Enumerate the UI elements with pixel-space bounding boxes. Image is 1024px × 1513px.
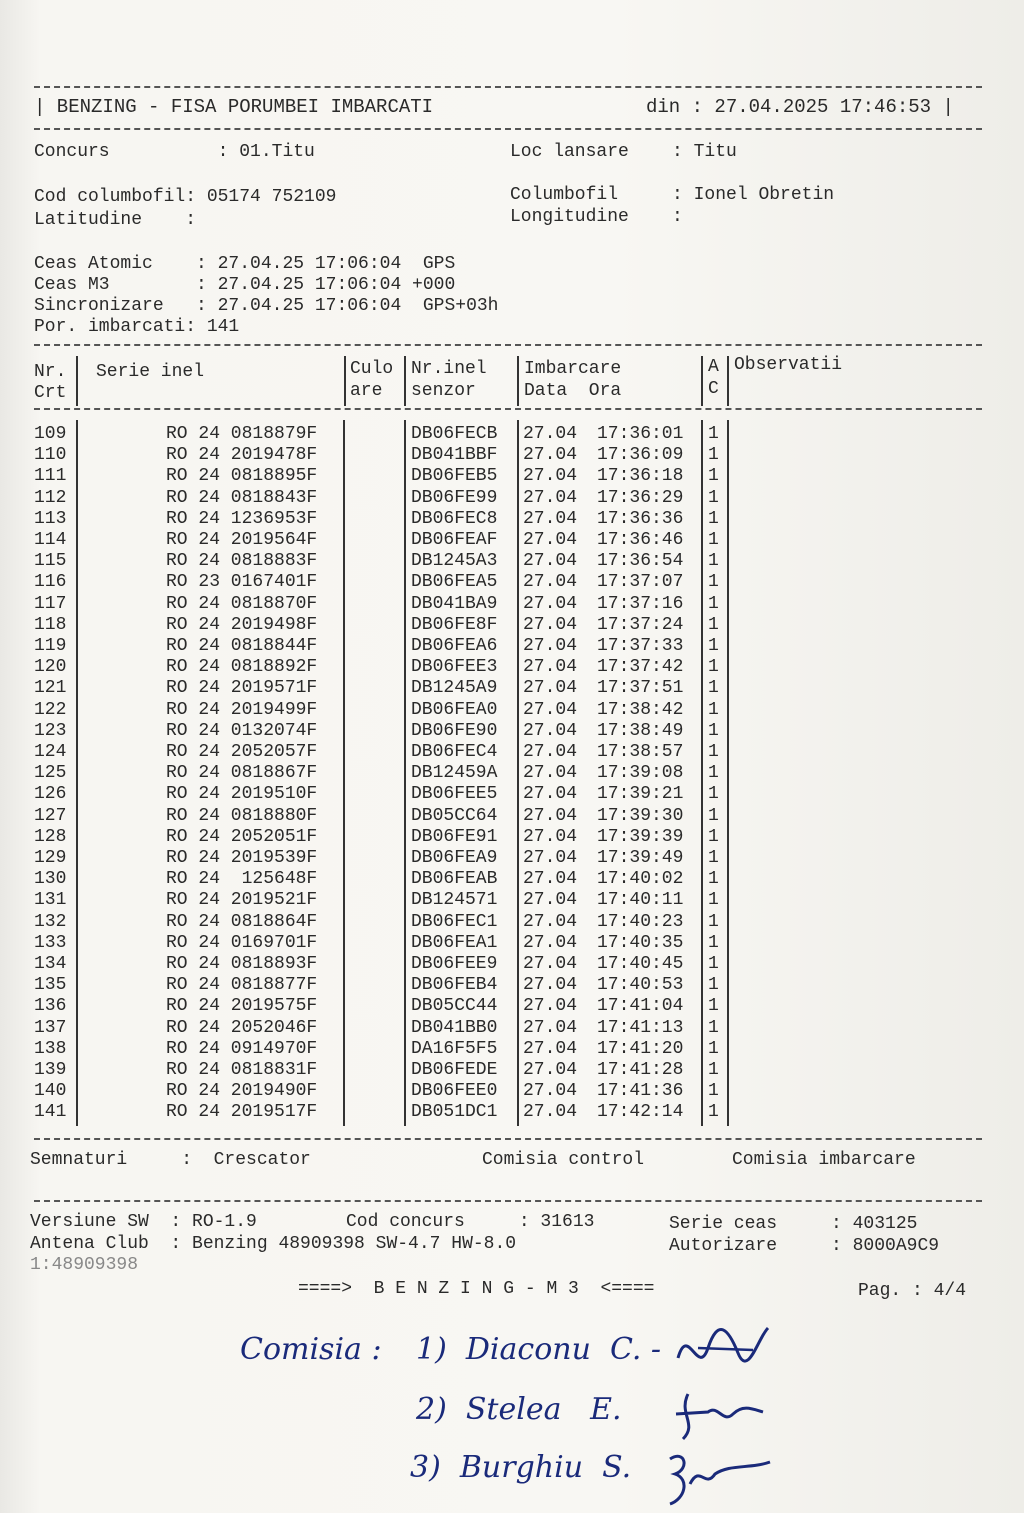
boarding-time: 17:36:54 <box>597 551 684 572</box>
signature-scribble-2 <box>668 1384 768 1444</box>
columbofil-field: Columbofil : Ionel Obretin <box>510 185 835 205</box>
ac-flag: 1 <box>708 911 719 932</box>
row-number: 130 <box>34 869 67 890</box>
row-number: 137 <box>34 1017 67 1038</box>
boarding-time: 17:36:46 <box>597 530 684 550</box>
ring-series: RO 24 2019499F <box>166 699 318 720</box>
ring-series: RO 24 2052051F <box>166 826 318 847</box>
boarding-date: 27.04 <box>523 1102 578 1123</box>
header-divider <box>517 356 519 406</box>
boarding-date: 27.04 <box>523 530 578 550</box>
ac-flag: 1 <box>708 890 719 911</box>
ring-series: RO 24 125648F <box>166 869 318 890</box>
boarding-date: 27.04 <box>523 636 578 656</box>
boarding-time: 17:37:16 <box>597 593 684 614</box>
boarding-date: 27.04 <box>523 805 578 826</box>
comisia-imbarcare-label: Comisia imbarcare <box>732 1150 916 1170</box>
row-number: 141 <box>34 1102 67 1123</box>
boarding-date: 27.04 <box>523 784 578 805</box>
boarding-time: 17:36:18 <box>597 466 684 487</box>
row-number: 135 <box>34 975 67 996</box>
col-senzor-header-2: senzor <box>411 381 476 401</box>
ring-series: RO 24 2052057F <box>166 742 318 762</box>
table-row <box>34 1039 734 1060</box>
boarding-time: 17:40:45 <box>597 954 684 974</box>
table-row <box>34 912 734 933</box>
handwritten-member-2: 2) Stelea E. <box>416 1392 622 1427</box>
ring-series: RO 24 2052046F <box>166 1017 318 1038</box>
table-bottom-rule <box>34 1138 982 1140</box>
row-number: 115 <box>34 551 67 572</box>
comisia-control-label: Comisia control <box>482 1150 645 1170</box>
row-number: 116 <box>34 572 67 593</box>
ring-series: RO 24 0818883F <box>166 551 318 572</box>
sensor-ring: DB06FECB <box>411 424 498 444</box>
sensor-ring: DB06FEC4 <box>411 742 498 762</box>
ring-series: RO 24 0132074F <box>166 720 318 741</box>
boarding-date: 27.04 <box>523 466 578 487</box>
sensor-ring: DA16F5F5 <box>411 1038 498 1059</box>
boarding-time: 17:41:20 <box>597 1038 684 1059</box>
table-row <box>34 1081 734 1102</box>
table-top-rule <box>34 344 982 346</box>
table-row <box>34 742 734 763</box>
row-number: 127 <box>34 805 67 826</box>
ac-flag: 1 <box>708 1038 719 1059</box>
sensor-ring: DB041BB0 <box>411 1017 498 1038</box>
row-number: 118 <box>34 614 67 635</box>
row-number: 139 <box>34 1060 67 1080</box>
boarding-time: 17:41:36 <box>597 1081 684 1102</box>
ac-flag: 1 <box>708 1081 719 1102</box>
sensor-ring: DB041BBF <box>411 445 498 466</box>
boarding-date: 27.04 <box>523 657 578 678</box>
boarding-time: 17:37:51 <box>597 678 684 699</box>
header-rule <box>34 128 982 130</box>
boarding-date: 27.04 <box>523 720 578 741</box>
boarding-time: 17:40:53 <box>597 975 684 996</box>
col-imbarcare-header-1: Imbarcare <box>524 359 622 379</box>
header-divider <box>344 356 346 406</box>
boarding-time: 17:42:14 <box>597 1102 684 1123</box>
sensor-ring: DB06FEE0 <box>411 1081 498 1102</box>
row-number: 133 <box>34 932 67 953</box>
ac-flag: 1 <box>708 848 719 868</box>
boarding-date: 27.04 <box>523 1017 578 1038</box>
table-row <box>34 721 734 742</box>
ring-series: RO 24 0818870F <box>166 593 318 614</box>
table-row <box>34 700 734 721</box>
row-number: 132 <box>34 911 67 932</box>
row-number: 134 <box>34 954 67 974</box>
row-number: 112 <box>34 487 67 508</box>
sensor-ring: DB06FEE5 <box>411 784 498 805</box>
sensor-ring: DB06FEAF <box>411 530 498 550</box>
boarding-date: 27.04 <box>523 572 578 593</box>
boarding-time: 17:36:29 <box>597 487 684 508</box>
col-serie-header: Serie inel <box>96 362 205 382</box>
table-header-rule <box>34 408 982 410</box>
boarding-date: 27.04 <box>523 699 578 720</box>
ring-series: RO 24 2019564F <box>166 530 318 550</box>
ac-flag: 1 <box>708 466 719 487</box>
row-number: 131 <box>34 890 67 911</box>
table-row <box>34 996 734 1017</box>
boarding-date: 27.04 <box>523 869 578 890</box>
boarding-date: 27.04 <box>523 742 578 762</box>
boarding-date: 27.04 <box>523 593 578 614</box>
ac-flag: 1 <box>708 530 719 550</box>
footer-rule <box>34 1200 982 1202</box>
cod-columbofil-field: Cod columbofil: 05174 752109 <box>34 187 337 207</box>
boarding-date: 27.04 <box>523 424 578 444</box>
sensor-ring: DB06FEE9 <box>411 954 498 974</box>
handwritten-member-1: 1) Diaconu C. - <box>416 1332 662 1367</box>
ceas-atomic-field: Ceas Atomic : 27.04.25 17:06:04 GPS <box>34 254 456 274</box>
ac-flag: 1 <box>708 487 719 508</box>
ac-flag: 1 <box>708 954 719 974</box>
ring-series: RO 24 0818831F <box>166 1060 318 1080</box>
ac-flag: 1 <box>708 826 719 847</box>
ac-flag: 1 <box>708 572 719 593</box>
row-number: 138 <box>34 1038 67 1059</box>
ring-series: RO 24 0818893F <box>166 954 318 974</box>
row-number: 128 <box>34 826 67 847</box>
header-divider <box>76 356 78 406</box>
sensor-ring: DB06FE8F <box>411 614 498 635</box>
table-row <box>34 594 734 615</box>
ac-flag: 1 <box>708 805 719 826</box>
sensor-ring: DB06FEA5 <box>411 572 498 593</box>
ac-flag: 1 <box>708 445 719 466</box>
col-ac-header-2: C <box>708 379 719 399</box>
loc-lansare-field: Loc lansare : Titu <box>510 142 737 162</box>
header-divider <box>404 356 406 406</box>
ring-series: RO 24 0914970F <box>166 1038 318 1059</box>
boarding-date: 27.04 <box>523 551 578 572</box>
sensor-ring: DB041BA9 <box>411 593 498 614</box>
boarding-time: 17:37:42 <box>597 657 684 678</box>
ac-flag: 1 <box>708 784 719 805</box>
ac-flag: 1 <box>708 508 719 529</box>
boarding-time: 17:39:49 <box>597 848 684 868</box>
handwritten-comisia: Comisia : <box>240 1332 382 1367</box>
boarding-time: 17:41:04 <box>597 996 684 1017</box>
boarding-date: 27.04 <box>523 508 578 529</box>
ring-series: RO 24 0818877F <box>166 975 318 996</box>
boarding-time: 17:37:07 <box>597 572 684 593</box>
row-number: 117 <box>34 593 67 614</box>
table-row <box>34 445 734 466</box>
boarding-date: 27.04 <box>523 614 578 635</box>
sensor-ring: DB06FEC1 <box>411 911 498 932</box>
versiune-sw-field: Versiune SW : RO-1.9 <box>30 1212 257 1232</box>
table-row <box>34 827 734 848</box>
table-row <box>34 551 734 572</box>
ring-series: RO 24 2019498F <box>166 614 318 635</box>
club-id: 1:48909398 <box>30 1255 139 1275</box>
boarding-time: 17:36:09 <box>597 445 684 466</box>
boarding-time: 17:40:23 <box>597 911 684 932</box>
row-number: 110 <box>34 445 67 466</box>
sensor-ring: DB06FEA6 <box>411 636 498 656</box>
ring-series: RO 24 2019571F <box>166 678 318 699</box>
row-number: 111 <box>34 466 67 487</box>
ring-series: RO 23 0167401F <box>166 572 318 593</box>
ring-series: RO 24 2019521F <box>166 890 318 911</box>
col-observatii-header: Observatii <box>734 355 843 375</box>
ac-flag: 1 <box>708 932 719 953</box>
table-row <box>34 530 734 551</box>
row-number: 125 <box>34 763 67 784</box>
row-number: 120 <box>34 657 67 678</box>
row-number: 109 <box>34 424 67 444</box>
row-number: 114 <box>34 530 67 550</box>
table-row <box>34 657 734 678</box>
serie-ceas-field: Serie ceas : 403125 <box>669 1214 918 1234</box>
row-number: 136 <box>34 996 67 1017</box>
ac-flag: 1 <box>708 424 719 444</box>
table-row <box>34 488 734 509</box>
sensor-ring: DB06FEE3 <box>411 657 498 678</box>
ring-series: RO 24 1236953F <box>166 508 318 529</box>
boarding-date: 27.04 <box>523 1060 578 1080</box>
antena-club-field: Antena Club : Benzing 48909398 SW-4.7 HW-8.0 <box>30 1234 517 1254</box>
boarding-time: 17:39:39 <box>597 826 684 847</box>
ring-series: RO 24 0818844F <box>166 636 318 656</box>
boarding-date: 27.04 <box>523 890 578 911</box>
boarding-time: 17:37:33 <box>597 636 684 656</box>
ring-series: RO 24 0169701F <box>166 932 318 953</box>
header-divider <box>727 356 729 406</box>
col-culoare-header-1: Culo <box>350 359 394 379</box>
table-row <box>34 509 734 530</box>
header-divider <box>701 356 703 406</box>
print-date: din : 27.04.2025 17:46:53 | <box>646 96 954 118</box>
ring-series: RO 24 2019510F <box>166 784 318 805</box>
row-number: 140 <box>34 1081 67 1102</box>
table-row <box>34 975 734 996</box>
sensor-ring: DB1245A9 <box>411 678 498 699</box>
boarding-time: 17:39:08 <box>597 763 684 784</box>
sincronizare-field: Sincronizare : 27.04.25 17:06:04 GPS+03h <box>34 296 499 316</box>
sensor-ring: DB06FE99 <box>411 487 498 508</box>
ac-flag: 1 <box>708 657 719 678</box>
sensor-ring: DB06FEB5 <box>411 466 498 487</box>
table-row <box>34 1018 734 1039</box>
sensor-ring: DB06FEA9 <box>411 848 498 868</box>
ring-series: RO 24 2019539F <box>166 848 318 868</box>
boarding-date: 27.04 <box>523 954 578 974</box>
boarding-date: 27.04 <box>523 1081 578 1102</box>
table-row <box>34 869 734 890</box>
ac-flag: 1 <box>708 869 719 890</box>
boarding-date: 27.04 <box>523 996 578 1017</box>
boarding-date: 27.04 <box>523 932 578 953</box>
row-number: 126 <box>34 784 67 805</box>
row-number: 122 <box>34 699 67 720</box>
boarding-date: 27.04 <box>523 848 578 868</box>
ac-flag: 1 <box>708 699 719 720</box>
brand-banner: ====> B E N Z I N G - M 3 <==== <box>298 1279 655 1299</box>
col-imbarcare-header-2: Data Ora <box>524 381 622 401</box>
boarding-date: 27.04 <box>523 911 578 932</box>
sensor-ring: DB12459A <box>411 763 498 784</box>
concurs-field: Concurs : 01.Titu <box>34 142 315 162</box>
sensor-ring: DB06FE91 <box>411 826 498 847</box>
table-row <box>34 424 734 445</box>
table-row <box>34 806 734 827</box>
row-number: 121 <box>34 678 67 699</box>
table-row <box>34 784 734 805</box>
latitudine-field: Latitudine : <box>34 210 197 230</box>
boarding-time: 17:40:35 <box>597 932 684 953</box>
cod-concurs-field: Cod concurs : 31613 <box>346 1212 595 1232</box>
semnaturi-label: Semnaturi : Crescator <box>30 1150 311 1170</box>
row-number: 119 <box>34 636 67 656</box>
ring-series: RO 24 0818892F <box>166 657 318 678</box>
ac-flag: 1 <box>708 763 719 784</box>
table-row <box>34 636 734 657</box>
ring-series: RO 24 0818895F <box>166 466 318 487</box>
boarding-date: 27.04 <box>523 763 578 784</box>
ring-series: RO 24 0818879F <box>166 424 318 444</box>
table-row <box>34 954 734 975</box>
boarding-date: 27.04 <box>523 826 578 847</box>
col-senzor-header-1: Nr.inel <box>411 359 487 379</box>
boarding-time: 17:38:57 <box>597 742 684 762</box>
col-nr-header-2: Crt <box>34 383 67 403</box>
table-row <box>34 1060 734 1081</box>
ac-flag: 1 <box>708 614 719 635</box>
sensor-ring: DB06FEA0 <box>411 699 498 720</box>
signature-scribble-3 <box>660 1444 780 1509</box>
autorizare-field: Autorizare : 8000A9C9 <box>669 1236 940 1256</box>
table-row <box>34 1102 734 1123</box>
ring-series: RO 24 2019490F <box>166 1081 318 1102</box>
ac-flag: 1 <box>708 996 719 1017</box>
document-title: | BENZING - FISA PORUMBEI IMBARCATI <box>34 96 434 118</box>
boarding-time: 17:39:30 <box>597 805 684 826</box>
boarding-date: 27.04 <box>523 678 578 699</box>
table-row <box>34 890 734 911</box>
ring-series: RO 24 0818864F <box>166 911 318 932</box>
ring-series: RO 24 2019478F <box>166 445 318 466</box>
ring-series: RO 24 2019517F <box>166 1102 318 1123</box>
sensor-ring: DB124571 <box>411 890 498 911</box>
porumbei-imbarcati-field: Por. imbarcati: 141 <box>34 317 240 337</box>
ring-series: RO 24 0818843F <box>166 487 318 508</box>
sensor-ring: DB06FE90 <box>411 720 498 741</box>
ac-flag: 1 <box>708 593 719 614</box>
boarding-time: 17:40:11 <box>597 890 684 911</box>
sensor-ring: DB051DC1 <box>411 1102 498 1123</box>
boarding-time: 17:36:01 <box>597 424 684 444</box>
row-number: 123 <box>34 720 67 741</box>
ac-flag: 1 <box>708 975 719 996</box>
boarding-date: 27.04 <box>523 445 578 466</box>
sensor-ring: DB05CC64 <box>411 805 498 826</box>
table-row <box>34 848 734 869</box>
ac-flag: 1 <box>708 720 719 741</box>
boarding-time: 17:37:24 <box>597 614 684 635</box>
boarding-date: 27.04 <box>523 1038 578 1059</box>
table-row <box>34 933 734 954</box>
page-number: Pag. : 4/4 <box>858 1281 967 1301</box>
ac-flag: 1 <box>708 551 719 572</box>
sensor-ring: DB06FEAB <box>411 869 498 890</box>
boarding-time: 17:36:36 <box>597 508 684 529</box>
row-number: 129 <box>34 848 67 868</box>
sensor-ring: DB06FEA1 <box>411 932 498 953</box>
ring-series: RO 24 0818867F <box>166 763 318 784</box>
sensor-ring: DB1245A3 <box>411 551 498 572</box>
ring-series: RO 24 2019575F <box>166 996 318 1017</box>
boarding-date: 27.04 <box>523 975 578 996</box>
longitudine-field: Longitudine : <box>510 207 683 227</box>
top-rule <box>34 86 982 88</box>
ac-flag: 1 <box>708 1102 719 1123</box>
ac-flag: 1 <box>708 1060 719 1080</box>
handwritten-member-3: 3) Burghiu S. <box>410 1450 632 1485</box>
boarding-time: 17:39:21 <box>597 784 684 805</box>
table-row <box>34 763 734 784</box>
col-nr-header-1: Nr. <box>34 362 67 382</box>
boarding-time: 17:41:13 <box>597 1017 684 1038</box>
table-row <box>34 466 734 487</box>
boarding-time: 17:38:49 <box>597 720 684 741</box>
ac-flag: 1 <box>708 678 719 699</box>
sensor-ring: DB05CC44 <box>411 996 498 1017</box>
row-number: 124 <box>34 742 67 762</box>
sensor-ring: DB06FEDE <box>411 1060 498 1080</box>
boarding-date: 27.04 <box>523 487 578 508</box>
ac-flag: 1 <box>708 636 719 656</box>
col-culoare-header-2: are <box>350 381 383 401</box>
table-row <box>34 572 734 593</box>
table-row <box>34 678 734 699</box>
sensor-ring: DB06FEC8 <box>411 508 498 529</box>
table-row <box>34 615 734 636</box>
col-ac-header-1: A <box>708 357 719 377</box>
signature-scribble-1 <box>668 1318 778 1378</box>
ac-flag: 1 <box>708 742 719 762</box>
boarding-time: 17:41:28 <box>597 1060 684 1080</box>
ceas-m3-field: Ceas M3 : 27.04.25 17:06:04 +000 <box>34 275 456 295</box>
row-number: 113 <box>34 508 67 529</box>
boarding-time: 17:38:42 <box>597 699 684 720</box>
ac-flag: 1 <box>708 1017 719 1038</box>
ring-series: RO 24 0818880F <box>166 805 318 826</box>
sensor-ring: DB06FEB4 <box>411 975 498 996</box>
boarding-time: 17:40:02 <box>597 869 684 890</box>
